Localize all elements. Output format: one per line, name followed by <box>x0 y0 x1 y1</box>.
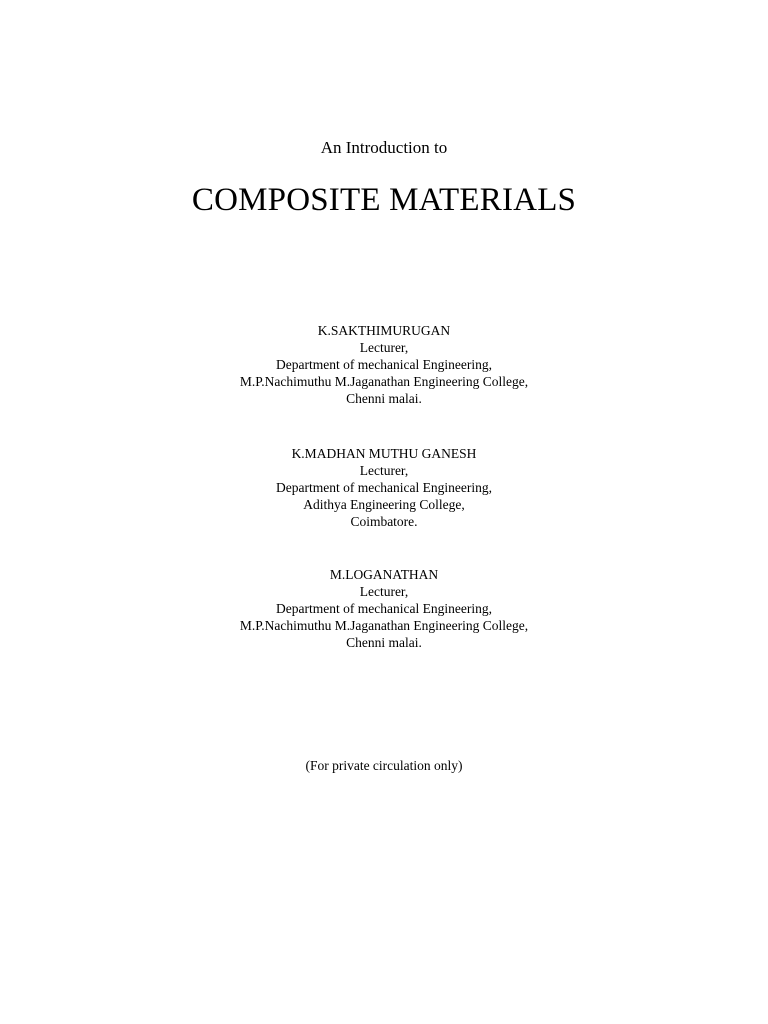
author-institution: Adithya Engineering College, <box>303 497 465 512</box>
document-title: COMPOSITE MATERIALS <box>191 182 577 218</box>
author-name: M.LOGANATHAN <box>329 567 439 582</box>
author-position: Lecturer, <box>359 463 409 478</box>
author-location: Chenni malai. <box>346 391 422 406</box>
author-location: Chenni malai. <box>346 635 422 650</box>
author-position: Lecturer, <box>359 584 409 599</box>
author-institution: M.P.Nachimuthu M.Jaganathan Engineering College, <box>239 374 529 389</box>
author-location: Coimbatore. <box>350 514 418 529</box>
author-block <box>0 445 768 530</box>
intro-line: An Introduction to <box>320 138 448 157</box>
author-department: Department of mechanical Engineering, <box>276 357 492 372</box>
author-block <box>0 322 768 407</box>
author-name: K.MADHAN MUTHU GANESH <box>291 446 477 461</box>
author-department: Department of mechanical Engineering, <box>276 601 492 616</box>
author-department: Department of mechanical Engineering, <box>276 480 492 495</box>
author-name: K.SAKTHIMURUGAN <box>317 323 451 338</box>
author-block <box>0 566 768 651</box>
circulation-note: (For private circulation only) <box>305 758 463 773</box>
author-institution: M.P.Nachimuthu M.Jaganathan Engineering College, <box>239 618 529 633</box>
author-position: Lecturer, <box>359 340 409 355</box>
